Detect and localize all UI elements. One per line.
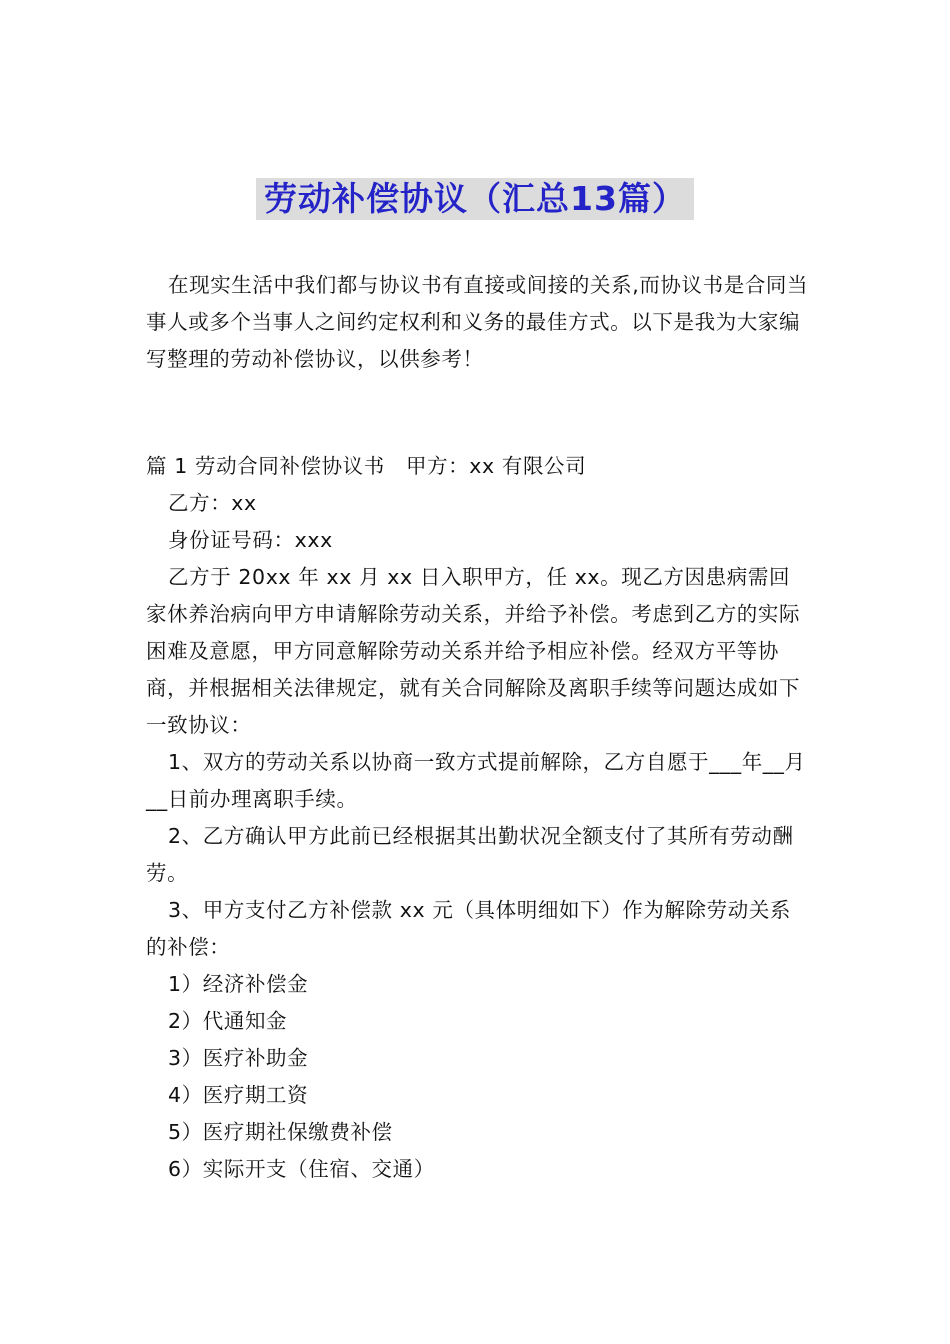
list-item: 4）医疗期工资: [168, 1083, 309, 1107]
party-b-line: 乙方：xx: [168, 491, 257, 515]
background-paragraph: 乙方于 20xx 年 xx 月 xx 日入职甲方，任 xx。现乙方因患病需回家休养治病向甲方申请解除劳动关系，并给予补偿。考虑到乙方的实际困难及意愿，甲方同意解除劳动关系并给予相应补偿。经双方平等协商，并根据相关法律规定，就有关合同解除及离职手续等问题达成如下一致协议：: [146, 565, 801, 737]
clause-1: 1、双方的劳动关系以协商一致方式提前解除，乙方自愿于___年__月__日前办理离职手续。: [146, 750, 806, 811]
title-container: [0, 178, 950, 220]
document-title: 劳动补偿协议（汇总13篇）: [256, 178, 694, 220]
section-heading: 篇 1 劳动合同补偿协议书 甲方：xx 有限公司: [146, 454, 587, 478]
id-number-line: 身份证号码：xxx: [168, 528, 333, 552]
clause-2: 2、乙方确认甲方此前已经根据其出勤状况全额支付了其所有劳动酬劳。: [146, 824, 794, 885]
list-item: 1）经济补偿金: [168, 972, 309, 996]
clause-3: 3、甲方支付乙方补偿款 xx 元（具体明细如下）作为解除劳动关系的补偿：: [146, 898, 792, 959]
list-item: 6）实际开支（住宿、交通）: [168, 1157, 435, 1181]
intro-section: [146, 267, 810, 378]
agreement-body: [146, 448, 810, 1188]
intro-paragraph: 在现实生活中我们都与协议书有直接或间接的关系,而协议书是合同当事人或多个当事人之间约定权利和义务的最佳方式。以下是我为大家编写整理的劳动补偿协议，以供参考！: [146, 273, 809, 371]
list-item: 2）代通知金: [168, 1009, 288, 1033]
list-item: 5）医疗期社保缴费补偿: [168, 1120, 393, 1144]
list-item: 3）医疗补助金: [168, 1046, 309, 1070]
